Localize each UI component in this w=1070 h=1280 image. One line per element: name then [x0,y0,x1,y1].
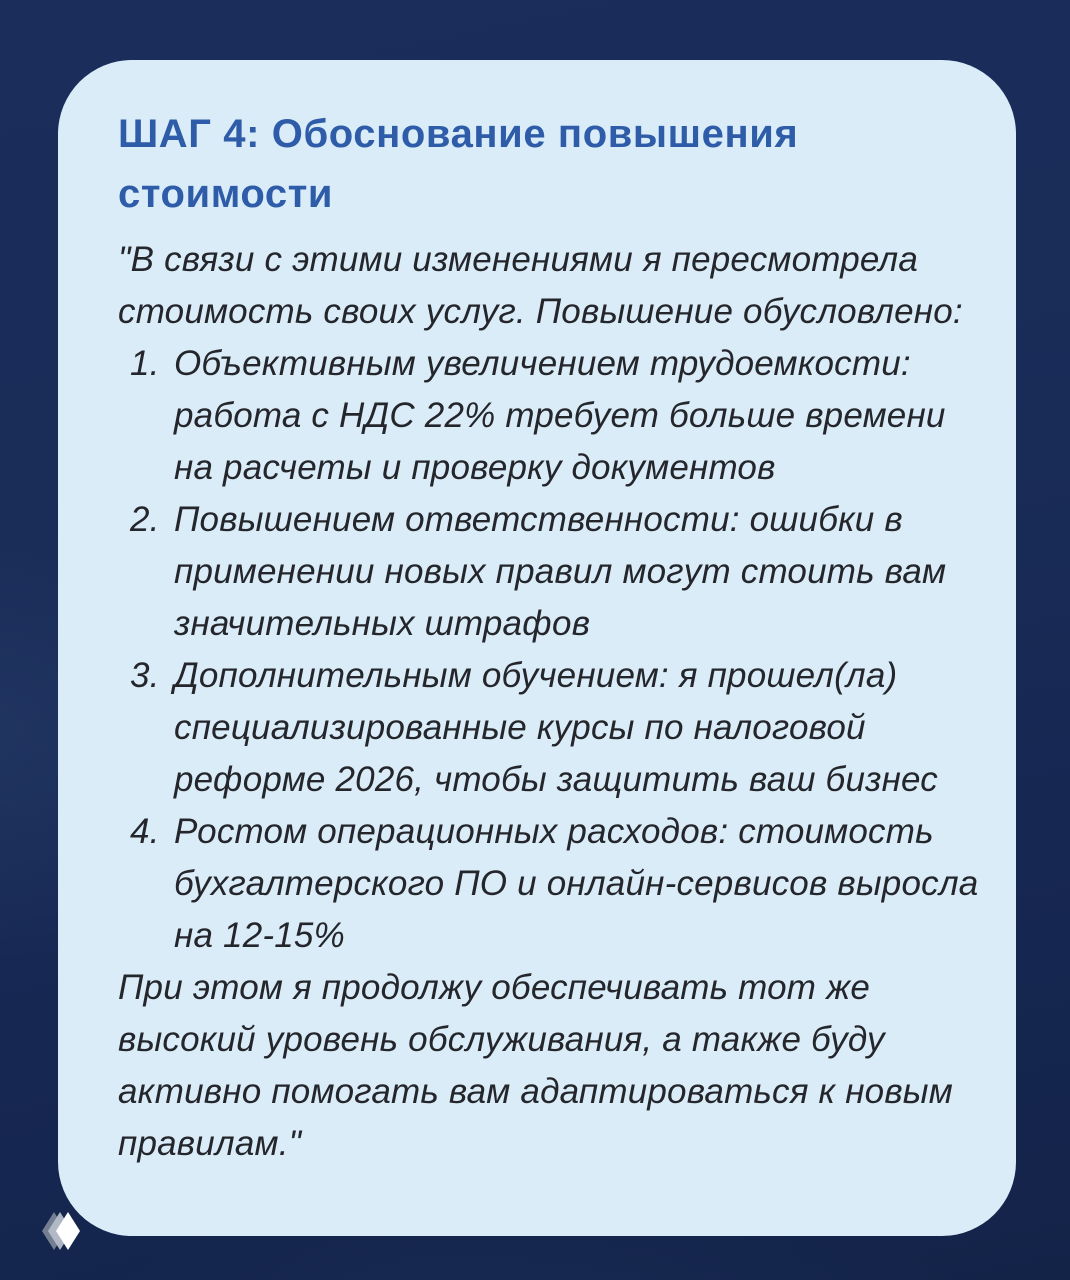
list-item [130,650,982,806]
layered-diamonds-logo [38,1208,86,1256]
intro-paragraph: "В связи с этими изменениями я пересмотрела стоимость своих услуг. Повышение обусловлено: [118,240,963,331]
list-item-number: 3. [130,656,160,695]
list-item [130,494,982,650]
closing-paragraph: При этом я продолжу обеспечивать тот же высокий уровень обслуживания, а также буду активно помогать вам адаптироваться к новым правилам." [118,968,953,1163]
content-card [58,60,1016,1236]
list-item-number: 2. [130,500,160,539]
list-item-text: Объективным увеличением трудоемкости: работа с НДС 22% требует больше времени на расчеты и проверку документов [174,344,946,487]
list-item-number: 4. [130,812,160,851]
list-item-text: Повышением ответственности: ошибки в применении новых правил могут стоить вам значительных штрафов [174,500,947,643]
list-item-text: Ростом операционных расходов: стоимость бухгалтерского ПО и онлайн-сервисов выросла на 12-15% [174,812,979,955]
diamond-stack-icon [38,1208,86,1256]
list-item-text: Дополнительным обучением: я прошел(ла) специализированные курсы по налоговой реформе 2026, чтобы защитить ваш бизнес [174,656,939,799]
list-item-number: 1. [130,344,160,383]
numbered-list [118,338,982,962]
list-item [130,338,982,494]
list-item [130,806,982,962]
page-title: ШАГ 4: Обоснование повышения стоимости [118,112,799,216]
